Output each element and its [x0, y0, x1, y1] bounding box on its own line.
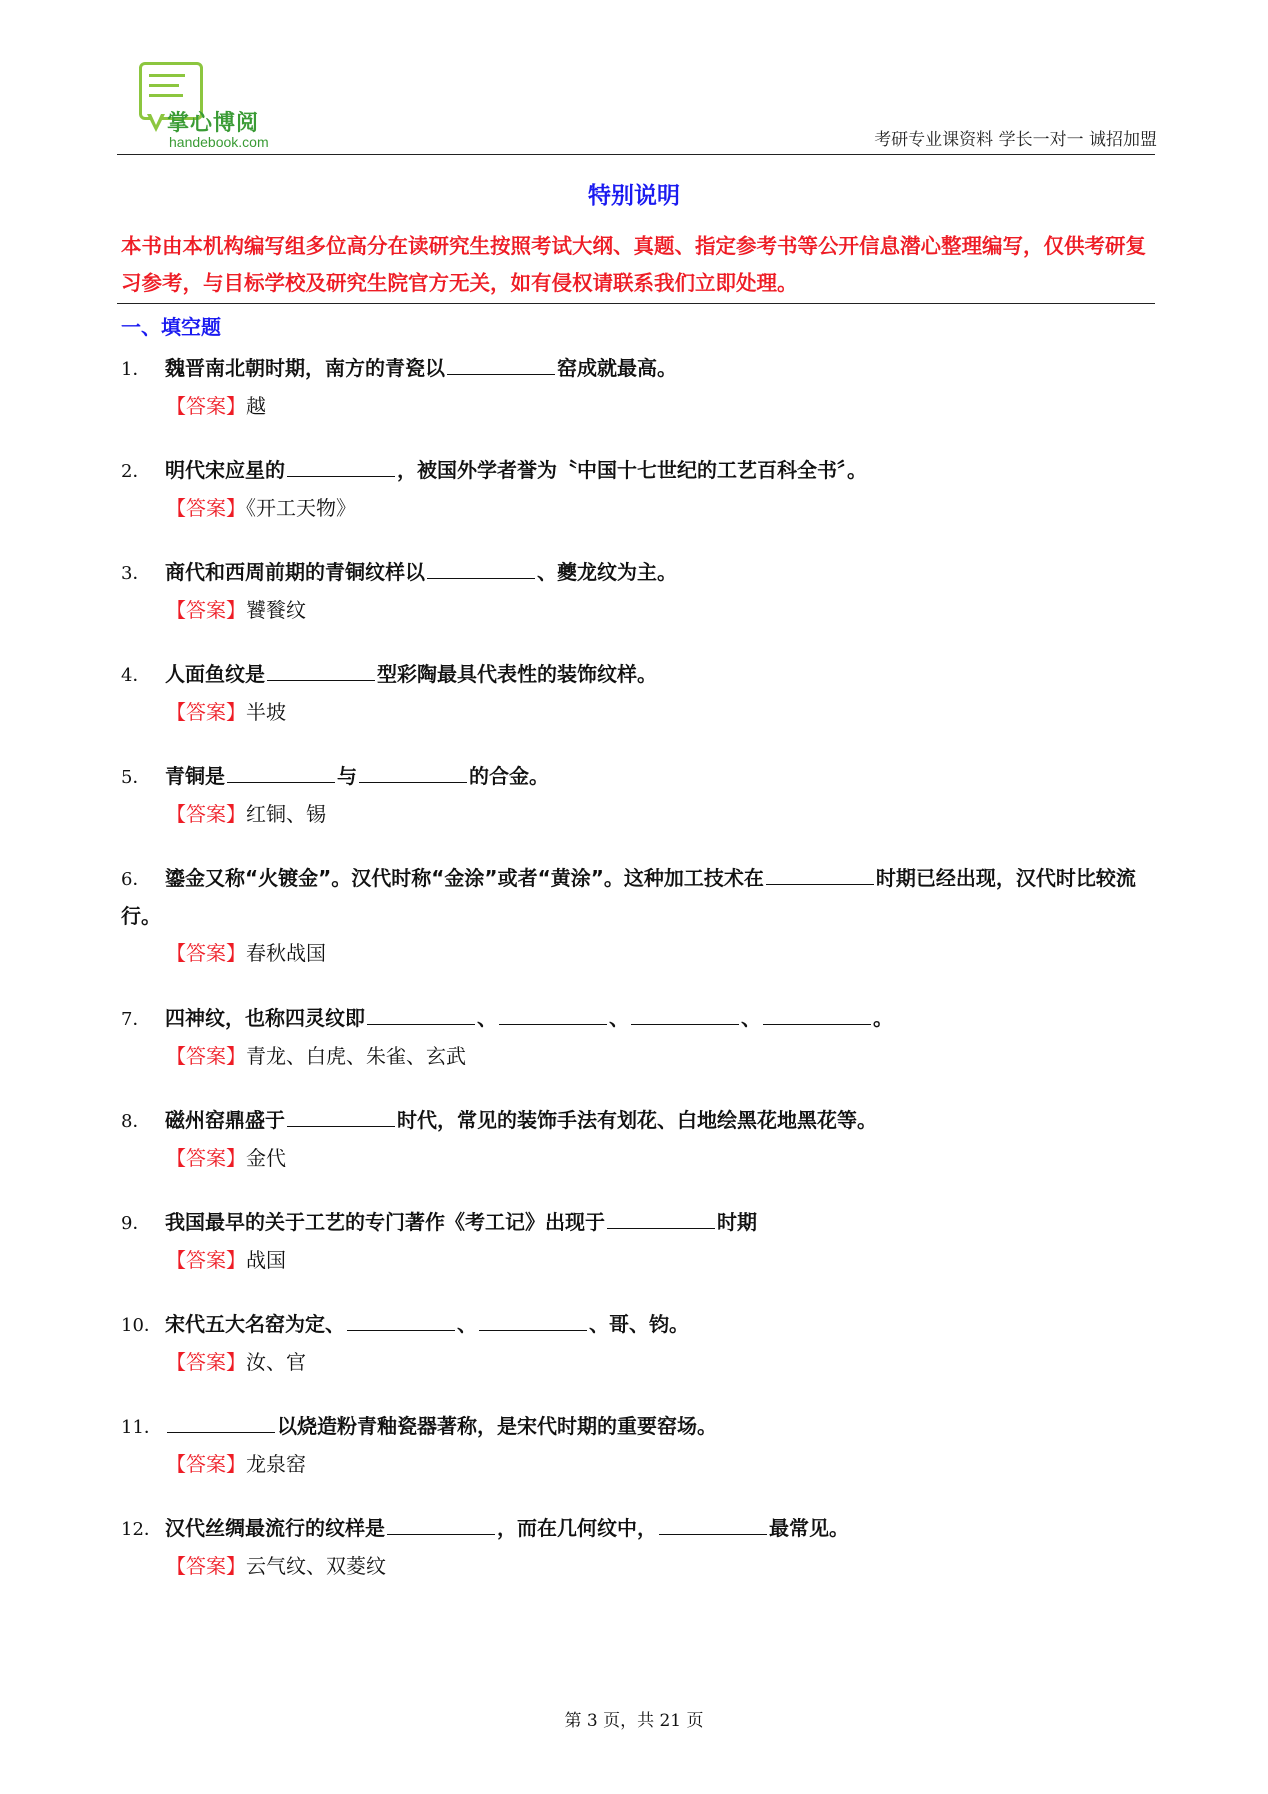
answer-line [166, 1446, 1151, 1483]
answer-line [166, 796, 1151, 833]
fill-in-blank [167, 1414, 275, 1433]
question-text [121, 1306, 1151, 1344]
question-item [121, 758, 1151, 833]
fill-in-blank [367, 1006, 475, 1025]
fill-in-blank [427, 560, 535, 579]
answer-label: 【答案】 [166, 496, 246, 520]
question-segment: 、 [609, 1006, 629, 1030]
question-segment: 人面鱼纹是 [165, 662, 265, 686]
answer-line [166, 592, 1151, 629]
fill-in-blank [499, 1006, 607, 1025]
answer-value: 汝、官 [246, 1350, 306, 1374]
fill-in-blank [227, 764, 335, 783]
fill-in-blank [479, 1312, 587, 1331]
question-text [121, 1510, 1151, 1548]
question-segment: 、 [741, 1006, 761, 1030]
question-item [121, 1510, 1151, 1585]
fill-in-blank [387, 1516, 495, 1535]
question-text [121, 1408, 1151, 1446]
fill-in-blank [347, 1312, 455, 1331]
fill-in-blank [267, 662, 375, 681]
answer-label: 【答案】 [166, 1554, 246, 1578]
answer-line [166, 1038, 1151, 1075]
fill-in-blank [763, 1006, 871, 1025]
question-number: 6． [121, 869, 151, 890]
fill-in-blank [359, 764, 467, 783]
question-segment: 时代，常见的装饰手法有划花、白地绘黑花地黑花等。 [397, 1108, 877, 1132]
notice-divider [117, 303, 1155, 304]
question-segment: 最常见。 [769, 1516, 849, 1540]
question-number: 7． [121, 1009, 151, 1030]
fill-in-blank [631, 1006, 739, 1025]
question-segment: 。 [873, 1006, 893, 1030]
page-number-footer: 第 3 页，共 21 页 [564, 1711, 704, 1731]
answer-value: 半坡 [246, 700, 286, 724]
question-item [121, 656, 1151, 731]
answer-value: 《开工天物》 [246, 496, 356, 520]
logo-domain: handebook.com [169, 134, 269, 150]
answer-label: 【答案】 [166, 1248, 246, 1272]
question-item [121, 350, 1151, 425]
question-text [121, 1204, 1151, 1242]
question-item [121, 452, 1151, 527]
answer-line [166, 1242, 1151, 1279]
question-item [121, 860, 1151, 972]
question-segment: 、哥、钧。 [589, 1312, 689, 1336]
answer-line [166, 1548, 1151, 1585]
question-segment: 汉代丝绸最流行的纹样是 [165, 1516, 385, 1540]
answer-label: 【答案】 [166, 1044, 246, 1068]
answer-line [166, 935, 1151, 972]
question-segment: 窑成就最高。 [557, 356, 677, 380]
question-segment: 与 [337, 764, 357, 788]
fill-in-blank [766, 866, 874, 885]
question-segment: 时期 [717, 1210, 757, 1234]
question-text [121, 656, 1151, 694]
fill-in-blank [659, 1516, 767, 1535]
answer-label: 【答案】 [166, 1452, 246, 1476]
question-number: 8． [121, 1111, 151, 1132]
logo-chinese-name: 掌心博阅 [167, 111, 260, 136]
question-number: 4． [121, 665, 151, 686]
question-segment: 宋代五大名窑为定、 [165, 1312, 345, 1336]
question-segment: 、 [457, 1312, 477, 1336]
page-title: 特别说明 [588, 183, 680, 209]
question-segment: ，而在几何纹中， [497, 1516, 657, 1540]
question-text [121, 758, 1151, 796]
fill-in-blank [607, 1210, 715, 1229]
question-segment: 磁州窑鼎盛于 [165, 1108, 285, 1132]
answer-label: 【答案】 [166, 1146, 246, 1170]
question-segment: 以烧造粉青釉瓷器著称，是宋代时期的重要窑场。 [277, 1414, 717, 1438]
question-text [121, 1102, 1151, 1140]
answer-value: 金代 [246, 1146, 286, 1170]
question-segment: 商代和西周前期的青铜纹样以 [165, 560, 425, 584]
question-item [121, 554, 1151, 629]
question-item [121, 1306, 1151, 1381]
question-text [121, 554, 1151, 592]
answer-label: 【答案】 [166, 941, 246, 965]
answer-value: 越 [246, 394, 266, 418]
answer-value: 云气纹、双菱纹 [246, 1554, 386, 1578]
question-segment: 魏晋南北朝时期，南方的青瓷以 [165, 356, 445, 380]
question-number: 3． [121, 563, 151, 584]
answer-line [166, 694, 1151, 731]
question-number: 1． [121, 359, 151, 380]
answer-value: 龙泉窑 [246, 1452, 306, 1476]
question-number: 10． [121, 1315, 162, 1336]
question-segment: 鎏金又称“火镀金”。汉代时称“金涂”或者“黄涂”。这种加工技术在 [165, 866, 764, 890]
question-segment: 四神纹，也称四灵纹即 [165, 1006, 365, 1030]
answer-line [166, 490, 1151, 527]
question-number: 2． [121, 461, 151, 482]
question-segment: 青铜是 [165, 764, 225, 788]
answer-line [166, 1140, 1151, 1177]
question-text [121, 860, 1151, 935]
question-segment: 的合金。 [469, 764, 549, 788]
question-item [121, 1102, 1151, 1177]
question-number: 11． [121, 1417, 162, 1438]
question-segment: 、夔龙纹为主。 [537, 560, 677, 584]
question-text [121, 350, 1151, 388]
question-text [121, 452, 1151, 490]
question-segment: 型彩陶最具代表性的装饰纹样。 [377, 662, 657, 686]
answer-value: 春秋战国 [246, 941, 326, 965]
question-segment: 时期已经出现，汉代时比较流行。 [121, 866, 1136, 928]
handebook-logo [135, 58, 285, 150]
answer-value: 红铜、锡 [246, 802, 326, 826]
answer-value: 青龙、白虎、朱雀、玄武 [246, 1044, 466, 1068]
question-item [121, 1204, 1151, 1279]
question-text [121, 1000, 1151, 1038]
question-number: 9． [121, 1213, 151, 1234]
question-number: 5． [121, 767, 151, 788]
answer-value: 饕餮纹 [246, 598, 306, 622]
fill-in-blank [287, 1108, 395, 1127]
fill-in-blank [447, 356, 555, 375]
question-segment: 、 [477, 1006, 497, 1030]
header-tagline: 考研专业课资料 学长一对一 诚招加盟 [874, 130, 1157, 150]
question-segment: 明代宋应星的 [165, 458, 285, 482]
answer-label: 【答案】 [166, 1350, 246, 1374]
answer-line [166, 388, 1151, 425]
fill-in-blank [287, 458, 395, 477]
answer-label: 【答案】 [166, 802, 246, 826]
answer-value: 战国 [246, 1248, 286, 1272]
question-item [121, 1408, 1151, 1483]
header-divider [117, 154, 1155, 155]
question-number: 12． [121, 1519, 162, 1540]
copyright-notice: 本书由本机构编写组多位高分在读研究生按照考试大纲、真题、指定参考书等公开信息潜心整理编写，仅供考研复习参考，与目标学校及研究生院官方无关，如有侵权请联系我们立即处理。 [121, 234, 1146, 295]
question-segment: ，被国外学者誉为〝中国十七世纪的工艺百科全书〞。 [397, 458, 867, 482]
section-heading: 一、填空题 [121, 315, 221, 339]
answer-line [166, 1344, 1151, 1381]
answer-label: 【答案】 [166, 700, 246, 724]
answer-label: 【答案】 [166, 394, 246, 418]
question-segment: 我国最早的关于工艺的专门著作《考工记》出现于 [165, 1210, 605, 1234]
question-item [121, 1000, 1151, 1075]
answer-label: 【答案】 [166, 598, 246, 622]
